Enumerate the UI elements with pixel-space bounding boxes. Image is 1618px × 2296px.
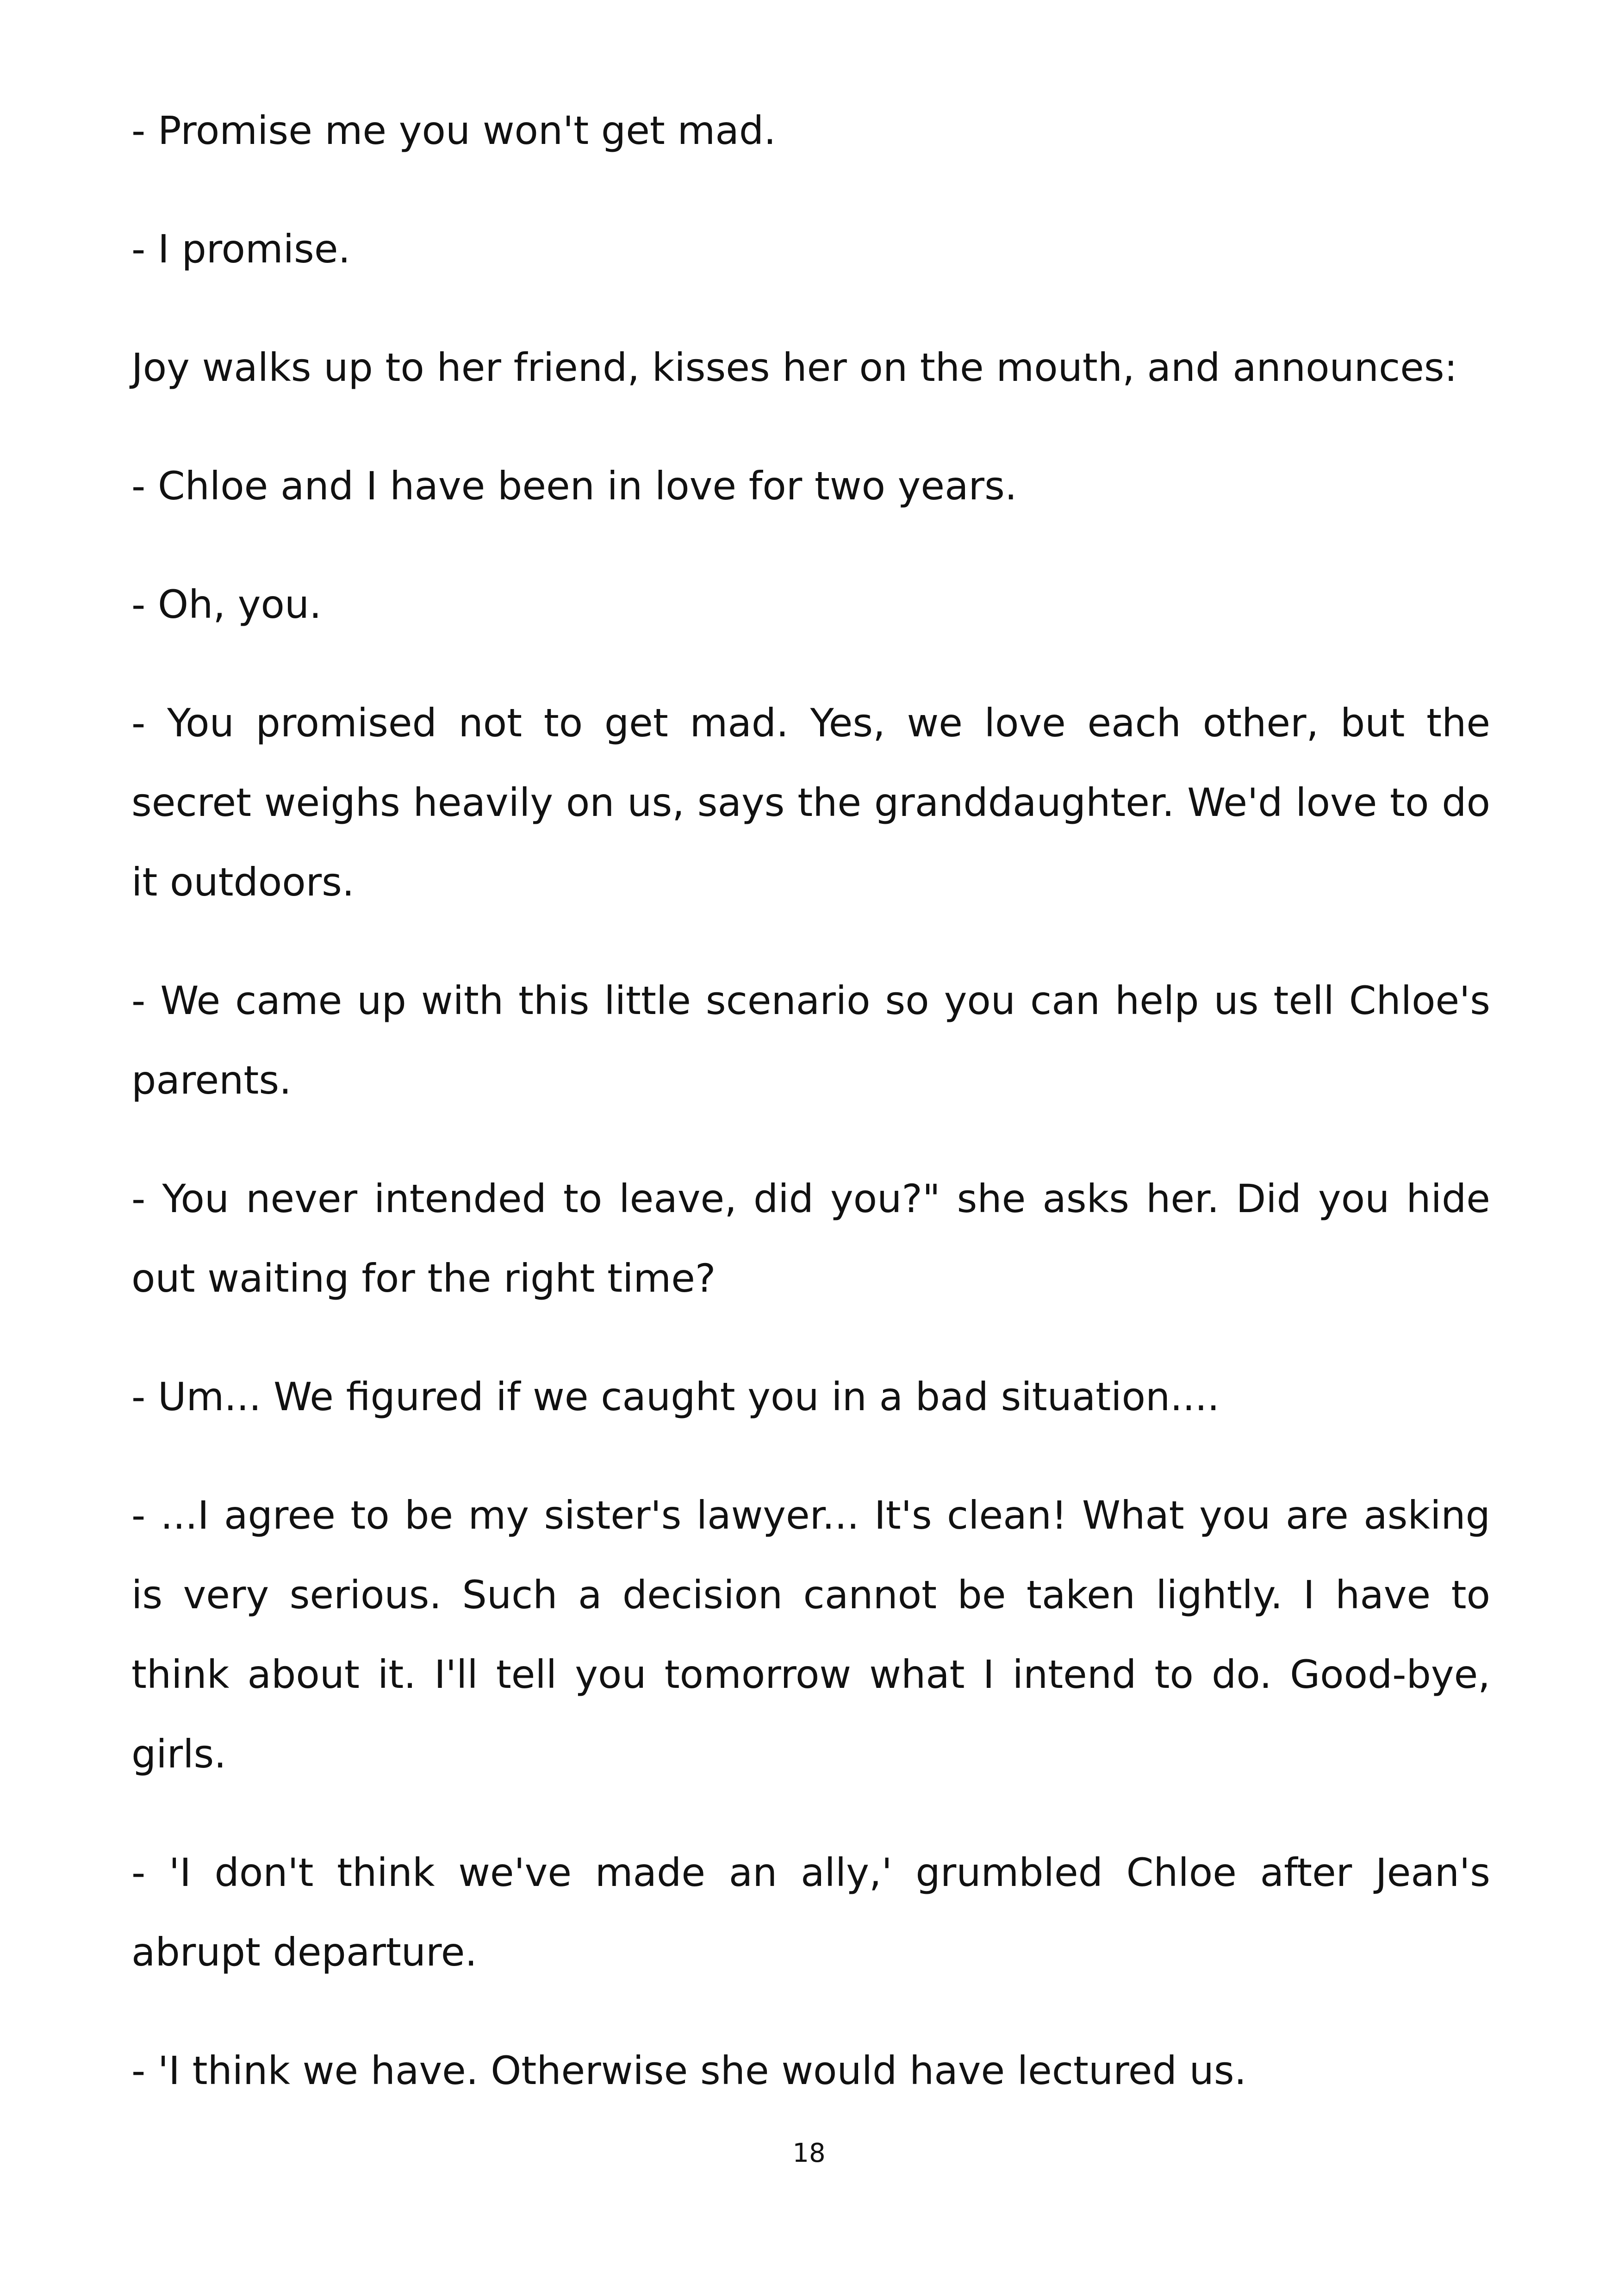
text-body [131,91,1490,2149]
paragraph-1: - Promise me you won't get mad. [131,108,776,153]
page-number: 18 [792,2138,826,2168]
paragraph-5: - Oh, you. [131,582,322,627]
paragraph-11: - 'I don't think we've made an ally,' grumbled Chloe after Jean's abrupt departure. [131,1850,1490,1975]
paragraph-8: - You never intended to leave, did you?" she asks her. Did you hide out waiting for the right time? [131,1176,1490,1301]
paragraph-12: - 'I think we have. Otherwise she would have lectured us. [131,2048,1247,2093]
paragraph-9: - Um... We figured if we caught you in a bad situation.... [131,1374,1220,1419]
paragraph-7: - We came up with this little scenario so you can help us tell Chloe's parents. [131,978,1490,1103]
paragraph-2: - I promise. [131,226,351,272]
paragraph-10: - ...I agree to be my sister's lawyer... It's clean! What you are asking is very serious. Such a decision cannot be taken lightly. I have to think about it. I'll tell you tomorrow what I intend to do. Good-bye, girls. [131,1493,1490,1777]
paragraph-6: - You promised not to get mad. Yes, we love each other, but the secret weighs heavily on us, says the granddaughter. We'd love to do it outdoors. [131,700,1490,905]
paragraph-3: Joy walks up to her friend, kisses her on the mouth, and announces: [131,345,1457,390]
paragraph-4: - Chloe and I have been in love for two years. [131,463,1017,509]
